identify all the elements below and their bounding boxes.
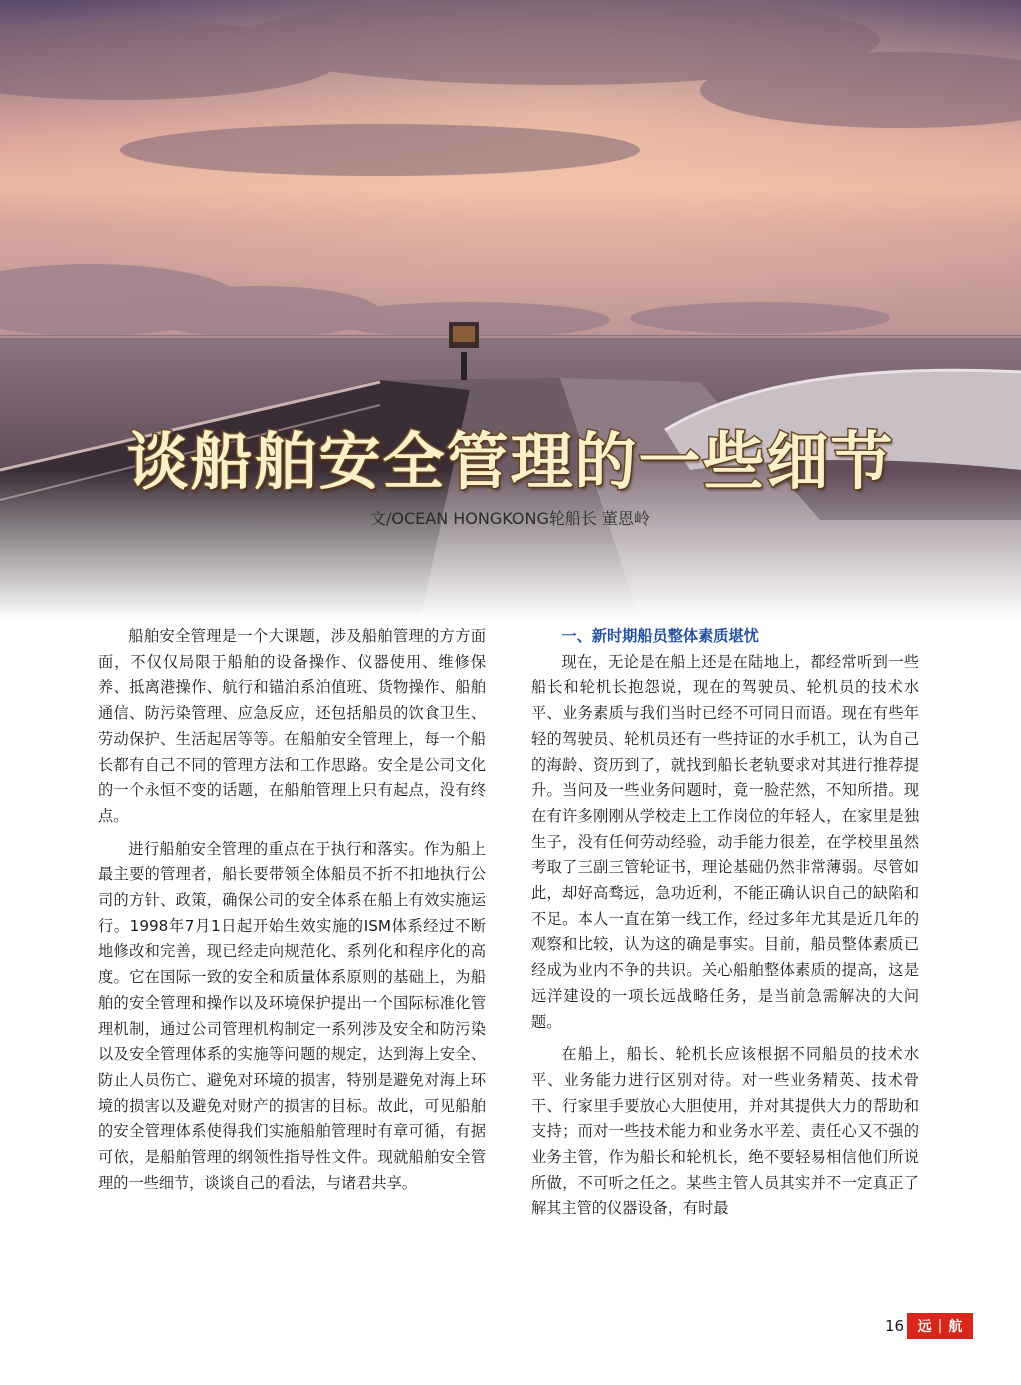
magazine-char: 远 [917, 1319, 932, 1335]
article-byline: 文/OCEAN HONGKONG轮船长 董恩岭 [370, 509, 650, 528]
badge-divider: | [937, 1318, 943, 1334]
right-text-column [531, 624, 919, 1229]
paragraph: 进行船舶安全管理的重点在于执行和落实。作为船上最主要的管理者，船长要带领全体船员不折不扣地执行公司的方针、政策，确保公司的安全体系在船上有效实施运行。1998年7月1日起开始生效实施的ISM体系经过不断地修改和完善，现已经走向规范化、系列化和程序化的高度。它在国际一致的安全和质量体系原则的基础上，为船舶的安全管理和操作以及环境保护提出一个国际标准化管理机制，通过公司管理机构制定一系列涉及安全和防污染以及安全管理体系的实施等问题的规定，达到海上安全、防止人员伤亡、避免对环境的损害，特别是避免对海上环境的损害以及避免对财产的损害的目标。故此，可见船舶的安全管理体系使得我们实施船舶管理时有章可循，有据可依，是船舶管理的纲领性指导性文件。现就船舶安全管理的一些细节，谈谈自己的看法，与诸君共享。 [98, 839, 486, 1192]
section-heading: 一、新时期船员整体素质堪忧 [561, 627, 759, 645]
magazine-logo-badge [907, 1313, 973, 1339]
page-number: 16 [885, 1317, 905, 1335]
magazine-char: 航 [948, 1319, 963, 1335]
left-text-column [98, 624, 486, 1203]
paragraph: 现在，无论是在船上还是在陆地上，都经常听到一些船长和轮机长抱怨说，现在的驾驶员、轮机员的技术水平、业务素质与我们当时已经不可同日而语。现在有些年轻的驾驶员、轮机员还有一些持证的水手机工，认为自己的海龄、资历到了，就找到船长老轨要求对其进行推荐提升。当问及一些业务问题时，竟一脸茫然，不知所措。现在有许多刚刚从学校走上工作岗位的年轻人，在家里是独生子，没有任何劳动经验，动手能力很差，在学校里虽然考取了三副三管轮证书，理论基础仍然非常薄弱。尽管如此，却好高骛远，急功近利，不能正确认识自己的缺陷和不足。本人一直在第一线工作，经过多年尤其是近几年的观察和比较，认为这的确是事实。目前，船员整体素质已经成为业内不争的共识。关心船舶整体素质的提高，这是远洋建设的一项长远战略任务，是当前急需解决的大问题。 [531, 652, 919, 1031]
paragraph: 在船上，船长、轮机长应该根据不同船员的技术水平、业务能力进行区别对待。对一些业务精英、技术骨干、行家里手要放心大胆使用，并对其提供大力的帮助和支持；而对一些技术能力和业务水平差、责任心又不强的业务主管，作为船长和轮机长，绝不要轻易相信他们所说所做，不可听之任之。某些主管人员其实并不一定真正了解其主管的仪器设备，有时最 [531, 1045, 919, 1218]
paragraph: 船舶安全管理是一个大课题，涉及船舶管理的方方面面，不仅仅局限于船舶的设备操作、仪器使用、维修保养、抵离港操作、航行和锚泊系泊值班、货物操作、船舶通信、防污染管理、应急反应，还包括船员的饮食卫生、劳动保护、生活起居等等。在船舶安全管理上，每一个船长都有自己不同的管理方法和工作思路。安全是公司文化的一个永恒不变的话题，在船舶管理上只有起点，没有终点。 [98, 627, 486, 825]
article-title: 谈船舶安全管理的一些细节 [126, 425, 895, 498]
